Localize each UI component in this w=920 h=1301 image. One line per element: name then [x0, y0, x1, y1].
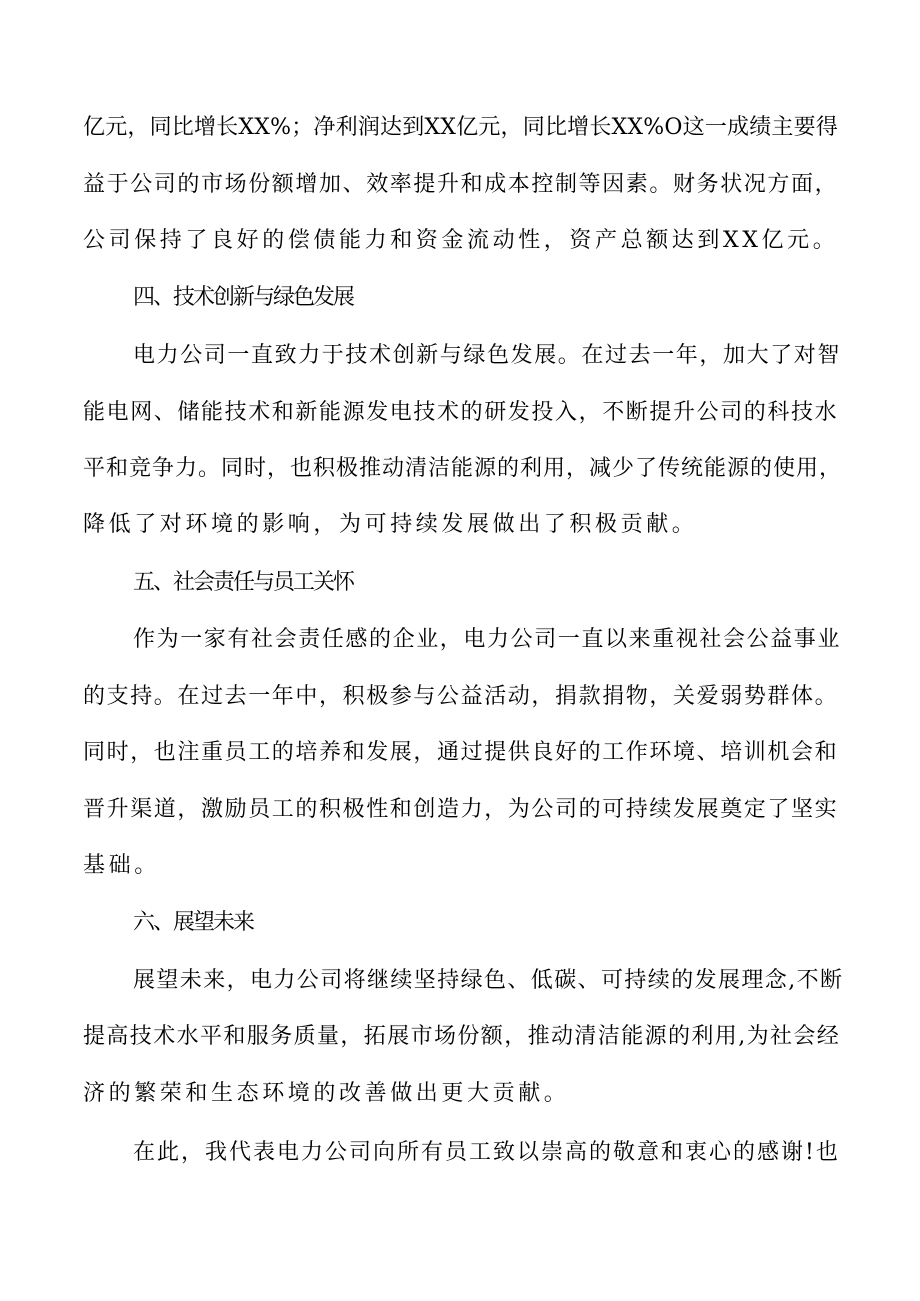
paragraph-line: 展望未来，电力公司将继续坚持绿色、低碳、可持续的发展理念,不断	[133, 968, 844, 993]
section-heading-6: 六、展望未来	[133, 910, 254, 935]
paragraph-line: 降低了对环境的影响，为可持续发展做出了积极贡献。	[83, 512, 698, 537]
paragraph-line: 晋升渠道，激励员工的积极性和创造力，为公司的可持续发展奠定了坚实	[83, 797, 839, 822]
paragraph-line: 在此，我代表电力公司向所有员工致以崇高的敬意和衷心的感谢!也	[133, 1140, 840, 1165]
paragraph-line: 公司保持了良好的偿债能力和资金流动性，资产总额达到XX亿元。	[83, 228, 839, 253]
paragraph-line: 基础。	[83, 853, 160, 878]
section-heading-5: 五、社会责任与员工关怀	[133, 570, 354, 595]
paragraph-line: 益于公司的市场份额增加、效率提升和成本控制等因素。财务状况方面，	[83, 172, 839, 197]
paragraph-line: 济的繁荣和生态环境的改善做出更大贡献。	[83, 1081, 570, 1106]
paragraph-line: 的支持。在过去一年中，积极参与公益活动，捐款捐物，关爱弱势群体。	[83, 684, 839, 709]
paragraph-line: 亿元，同比增长XX%；净利润达到XX亿元，同比增长XX%O这一成绩主要得	[83, 115, 839, 140]
paragraph-line: 能电网、储能技术和新能源发电技术的研发投入，不断提升公司的科技水	[83, 400, 839, 425]
paragraph-line: 提高技术水平和服务质量，拓展市场份额，推动清洁能源的利用,为社会经	[83, 1024, 841, 1049]
paragraph-line: 同时，也注重员工的培养和发展，通过提供良好的工作环境、培训机会和	[83, 740, 839, 765]
paragraph-line: 作为一家有社会责任感的企业，电力公司一直以来重视社会公益事业	[133, 627, 842, 652]
paragraph-line: 电力公司一直致力于技术创新与绿色发展。在过去一年，加大了对智	[133, 343, 842, 368]
section-heading-4: 四、技术创新与绿色发展	[133, 285, 354, 310]
paragraph-line: 平和竞争力。同时，也积极推动清洁能源的利用，减少了传统能源的使用，	[83, 456, 843, 481]
